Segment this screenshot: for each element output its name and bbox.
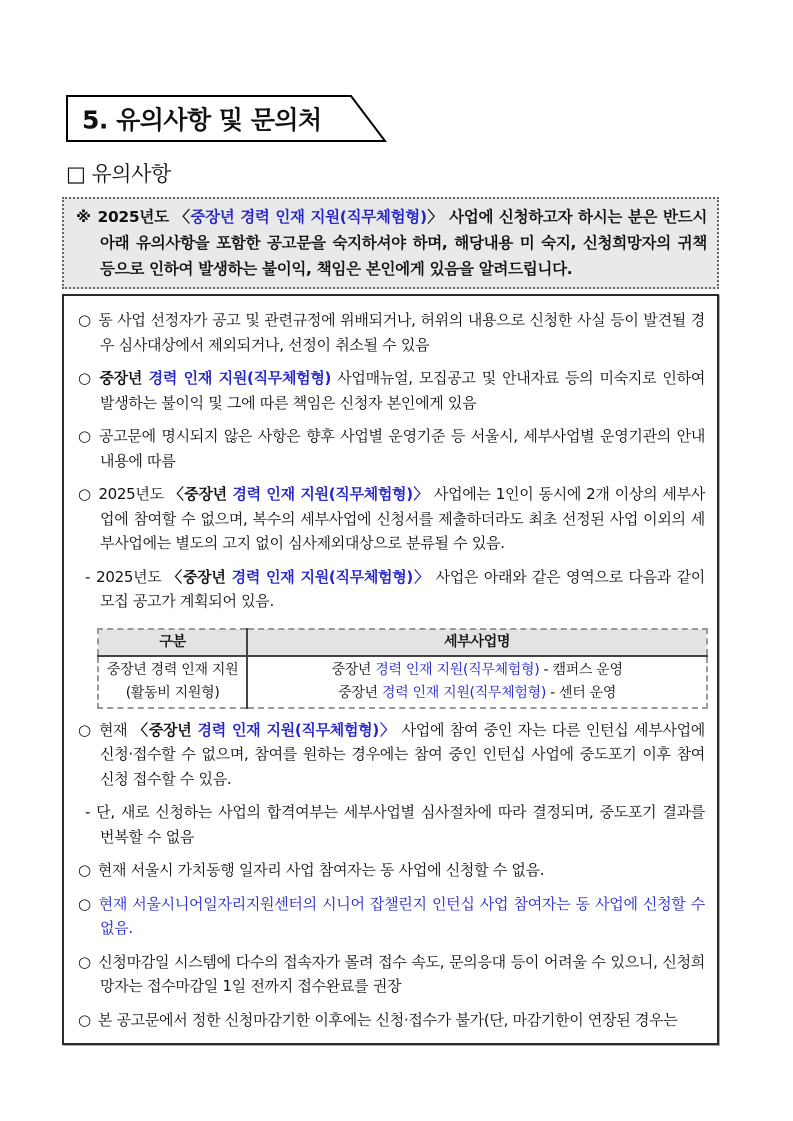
text-segment: 경력 인재 지원(직무체험형) <box>375 661 540 678</box>
table-cell-line: 중장년 경력 인재 지원 <box>106 661 239 678</box>
text-segment: 공고문에 명시되지 않은 사항은 향후 사업별 운영기준 등 서울시, 세부사업별 운영기관의 안내 내용에 따름 <box>99 427 706 470</box>
content-box <box>62 294 719 1045</box>
text-segment: 현재 서울시니어일자리지원센터의 시니어 잡챌린지 인턴십 사업 참여자는 동 사업에 신청할 수 없음. <box>98 894 705 937</box>
text-segment: 현재 서울시 가치동행 일자리 사업 참여자는 동 사업에 신청할 수 없음. <box>97 861 545 879</box>
text-segment: 본 공고문에서 정한 신청마감기한 이후에는 신청·접수가 불가(단, 마감기한이 연장된 경우는 <box>97 1010 678 1029</box>
text-segment: 경력 인재 지원(직무체험형)〉 <box>231 567 431 586</box>
dash-bullet-icon: - <box>85 803 91 821</box>
table-cell-category <box>98 656 247 708</box>
sub-item <box>76 565 705 614</box>
dash-bullet-icon: - <box>85 567 91 586</box>
page-title: 5. 유의사항 및 문의처 <box>82 105 322 135</box>
text-segment: 현재 <box>98 720 133 739</box>
circle-bullet-icon: ○ <box>78 952 92 971</box>
text-segment: 중장년 <box>338 684 382 701</box>
notice-item <box>76 482 705 556</box>
notice-item <box>76 718 705 792</box>
text-segment: 중장년 <box>99 369 149 387</box>
text-segment: 2025년도 <box>98 485 169 503</box>
circle-bullet-icon: ○ <box>78 720 92 739</box>
text-segment: 〈중장년 <box>168 485 233 503</box>
circle-bullet-icon: ○ <box>78 1010 91 1029</box>
text-segment: 사업에 참여 중인 자는 다른 인턴십 세부사업에 신청·접수할 수 없으며, 참여를 원하는 경우에는 참여 중인 인턴십 사업에 중도포기 이후 참여 신청 접수할 수 있음. <box>100 720 705 788</box>
table-header-cell: 세부사업명 <box>247 629 707 656</box>
text-segment: 〈중장년 <box>132 720 198 739</box>
circle-bullet-icon: ○ <box>78 369 93 387</box>
text-segment: 경력 인재 지원(직무체험형) <box>148 369 332 387</box>
text-segment: 2025년도 <box>96 567 168 586</box>
notice-item-list <box>76 308 705 1032</box>
text-segment: - 센터 운영 <box>546 684 617 701</box>
text-segment: - 캠퍼스 운영 <box>539 661 623 678</box>
text-segment: 사업에는 1인이 동시에 2개 이상의 세부사업에 참여할 수 없으며, 복수의 세부사업에 신청서를 제출하더라도 최초 선정된 사업 이외의 세부사업에는 별도의 고지 없이 심사제외대상으로 분류될 수 있음. <box>100 485 705 552</box>
notice-item <box>76 892 705 941</box>
text-segment: 2025년도 〈 <box>97 208 191 226</box>
section-heading: □ 유의사항 <box>66 162 171 186</box>
text-segment: 〉 사업에 신청하고자 하시는 분은 반드시 아래 유의사항을 포함한 공고문을 숙지하셔야 하며, 해당내용 미 숙지, 신청희망자의 귀책 등으로 인하여 발생하는 불이익, 책임은 본인에게 있음을 알려드립니다. <box>100 208 707 278</box>
circle-bullet-icon: ○ <box>78 311 92 329</box>
notice-text <box>76 204 707 282</box>
text-segment: 사업은 아래와 같은 영역으로 다음과 같이 모집 공고가 계획되어 있음. <box>100 567 706 610</box>
table-row <box>98 656 707 708</box>
sub-item <box>76 800 705 849</box>
notice-item <box>76 858 705 883</box>
notice-marker: ※ <box>76 208 92 226</box>
table-cell-line: (활동비 지원형) <box>125 684 220 701</box>
table-cell-line <box>252 682 702 705</box>
notice-item <box>76 1008 705 1033</box>
notice-item <box>76 308 705 357</box>
circle-bullet-icon: ○ <box>78 861 91 879</box>
section-banner <box>66 95 388 143</box>
notice-item <box>76 424 705 473</box>
table-header-row <box>98 629 707 656</box>
table-cell-detail <box>247 656 707 708</box>
circle-bullet-icon: ○ <box>78 427 92 445</box>
circle-bullet-icon: ○ <box>78 485 92 503</box>
document-column <box>62 197 719 1045</box>
table-header-cell: 구분 <box>98 629 247 656</box>
text-segment: 신청마감일 시스템에 다수의 접속자가 몰려 접수 속도, 문의응대 등이 어려울 수 있으니, 신청희망자는 접수마감일 1일 전까지 접수완료를 권장 <box>98 952 706 995</box>
table-cell-line <box>252 659 702 682</box>
text-segment: 단, 새로 신청하는 사업의 합격여부는 세부사업별 심사절차에 따라 결정되며, 중도포기 결과를 번복할 수 없음 <box>96 803 705 846</box>
program-table <box>97 628 708 709</box>
program-table-wrap <box>97 628 703 709</box>
text-segment: 사업매뉴얼, 모집공고 및 안내자료 등의 미숙지로 인하여 발생하는 불이익 및 그에 따른 책임은 신청자 본인에게 있음 <box>100 369 706 412</box>
text-segment: 경력 인재 지원(직무체험형)〉 <box>232 485 429 503</box>
text-segment: 동 사업 선정자가 공고 및 관련규정에 위배되거나, 허위의 내용으로 신청한 사실 등이 발견될 경우 심사대상에서 제외되거나, 선정이 취소될 수 있음 <box>98 311 705 354</box>
text-segment: 경력 인재 지원(직무체험형)〉 <box>197 720 396 739</box>
text-segment: 중장년 경력 인재 지원(직무체험형) <box>190 208 427 226</box>
notice-item <box>76 366 705 415</box>
text-segment: 경력 인재 지원(직무체험형) <box>381 684 546 701</box>
notice-item <box>76 950 705 999</box>
notice-segments <box>97 208 707 278</box>
notice-box <box>62 197 719 289</box>
circle-bullet-icon: ○ <box>78 894 92 913</box>
text-segment: 〈중장년 <box>167 567 232 586</box>
text-segment: 중장년 <box>331 661 376 678</box>
